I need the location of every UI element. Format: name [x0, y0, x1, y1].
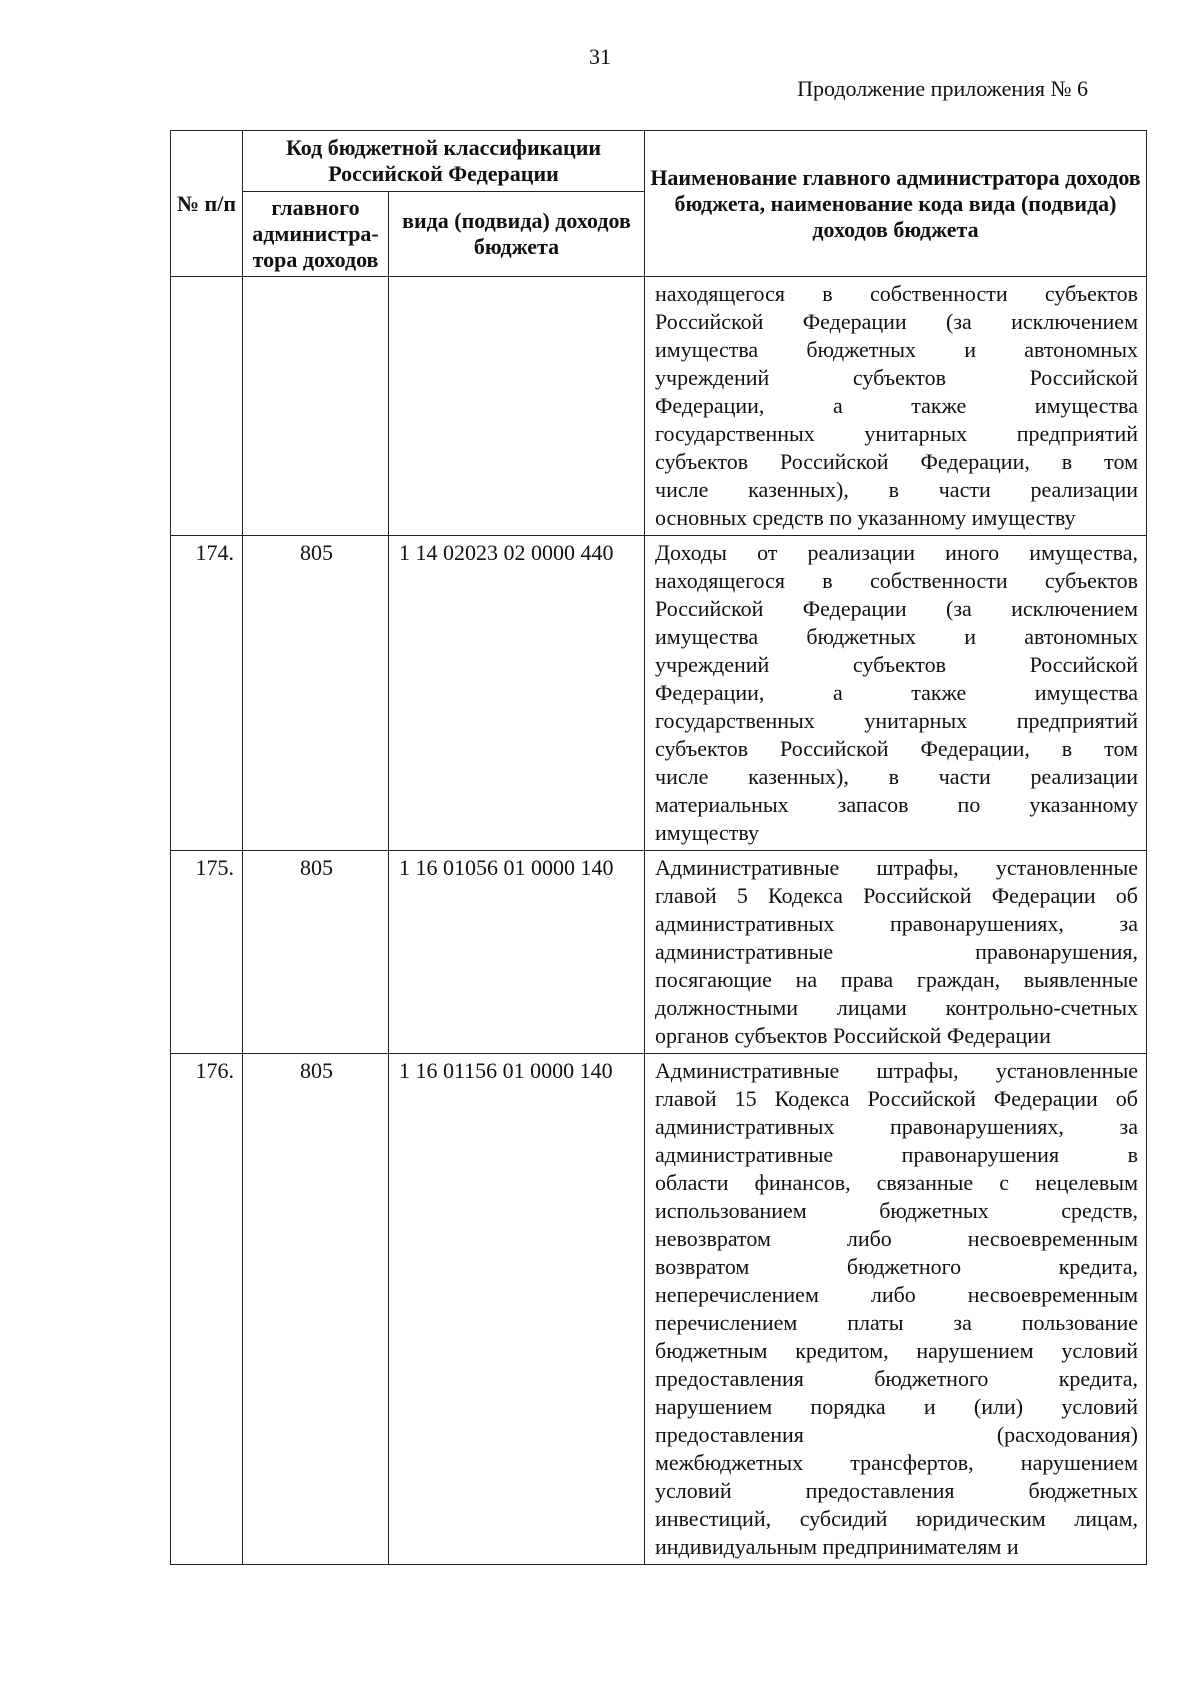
description-line: имуществу: [655, 820, 759, 845]
continuation-title: Продолжение приложения № 6: [797, 76, 1088, 101]
row-number: 176.: [171, 1054, 243, 1565]
description-line: области финансов, связанные с нецелевым: [655, 1170, 1138, 1195]
row-number: [171, 277, 243, 536]
row-number: 175.: [171, 851, 243, 1054]
description-line: условий предоставления бюджетных: [655, 1478, 1138, 1503]
income-description: [645, 277, 1147, 536]
description-line: субъектов Российской Федерации, в том: [655, 736, 1138, 761]
description-line: числе казенных), в части реализации: [655, 477, 1138, 502]
income-kind-code: 1 16 01156 01 0000 140: [389, 1054, 645, 1565]
description-line: главой 5 Кодекса Российской Федерации об: [655, 883, 1138, 908]
description-line: административные правонарушения в: [655, 1142, 1138, 1167]
description-line: посягающие на права граждан, выявленные: [655, 967, 1138, 992]
description-line: материальных запасов по указанному: [655, 792, 1138, 817]
description-line: государственных унитарных предприятий: [655, 421, 1138, 446]
admin-code: [243, 277, 389, 536]
description-line: Российской Федерации (за исключением: [655, 309, 1138, 334]
page-number: 31: [589, 44, 611, 69]
table-header: [171, 131, 1147, 277]
income-kind-code: 1 14 02023 02 0000 440: [389, 536, 645, 851]
income-description: [645, 1054, 1147, 1565]
header-row-number: № п/п: [171, 131, 243, 277]
description-line: Административные штрафы, установленные: [655, 1058, 1138, 1083]
description-line: учреждений субъектов Российской: [655, 652, 1138, 677]
description-line: находящегося в собственности субъектов: [655, 568, 1138, 593]
description-line: предоставления бюджетного кредита,: [655, 1366, 1138, 1391]
admin-code: 805: [243, 536, 389, 851]
description-line: Федерации, а также имущества: [655, 393, 1138, 418]
description-line: Российской Федерации (за исключением: [655, 596, 1138, 621]
description-line: числе казенных), в части реализации: [655, 764, 1138, 789]
description-line: находящегося в собственности субъектов: [655, 281, 1138, 306]
description-line: индивидуальным предпринимателям и: [655, 1534, 1019, 1559]
description-line: использованием бюджетных средств,: [655, 1198, 1138, 1223]
description-line: имущества бюджетных и автономных: [655, 624, 1138, 649]
description-line: неперечислением либо несвоевременным: [655, 1282, 1138, 1307]
description-line: органов субъектов Российской Федерации: [655, 1023, 1051, 1048]
description-line: нарушением порядка и (или) условий: [655, 1394, 1138, 1419]
header-name: Наименование главного администратора доходов бюджета, наименование кода вида (подвида) доходов бюджета: [645, 131, 1147, 277]
income-kind-code: [389, 277, 645, 536]
description-line: государственных унитарных предприятий: [655, 708, 1138, 733]
description-line: Административные штрафы, установленные: [655, 855, 1138, 880]
description-line: Доходы от реализации иного имущества,: [655, 540, 1138, 565]
admin-code: 805: [243, 1054, 389, 1565]
description-line: инвестиций, субсидий юридическим лицам,: [655, 1506, 1138, 1531]
description-line: бюджетным кредитом, нарушением условий: [655, 1338, 1138, 1363]
header-income-kind-code: вида (подвида) доходов бюджета: [389, 192, 645, 277]
description-line: имущества бюджетных и автономных: [655, 337, 1138, 362]
description-line: главой 15 Кодекса Российской Федерации об: [655, 1086, 1138, 1111]
description-line: перечислением платы за пользование: [655, 1310, 1138, 1335]
description-line: административных правонарушениях, за: [655, 911, 1138, 936]
header-admin-code: главного администра-тора доходов: [243, 192, 389, 277]
income-description: [645, 536, 1147, 851]
description-line: предоставления (расходования): [655, 1422, 1138, 1447]
description-line: учреждений субъектов Российской: [655, 365, 1138, 390]
row-number: 174.: [171, 536, 243, 851]
table-row: [171, 277, 1147, 536]
income-kind-code: 1 16 01056 01 0000 140: [389, 851, 645, 1054]
income-description: [645, 851, 1147, 1054]
admin-code: 805: [243, 851, 389, 1054]
description-line: невозвратом либо несвоевременным: [655, 1226, 1138, 1251]
table-row: [171, 851, 1147, 1054]
description-line: межбюджетных трансфертов, нарушением: [655, 1450, 1138, 1475]
table-row: [171, 536, 1147, 851]
table-body: [171, 277, 1147, 1565]
description-line: субъектов Российской Федерации, в том: [655, 449, 1138, 474]
description-line: должностными лицами контрольно-счетных: [655, 995, 1138, 1020]
description-line: возвратом бюджетного кредита,: [655, 1254, 1138, 1279]
table-row: [171, 1054, 1147, 1565]
budget-classification-table: [170, 130, 1147, 1565]
description-line: основных средств по указанному имуществу: [655, 505, 1076, 530]
description-line: административных правонарушениях, за: [655, 1114, 1138, 1139]
description-line: Федерации, а также имущества: [655, 680, 1138, 705]
description-line: административные правонарушения,: [655, 939, 1138, 964]
header-kbk-group: Код бюджетной классификации Российской Федерации: [243, 131, 645, 192]
